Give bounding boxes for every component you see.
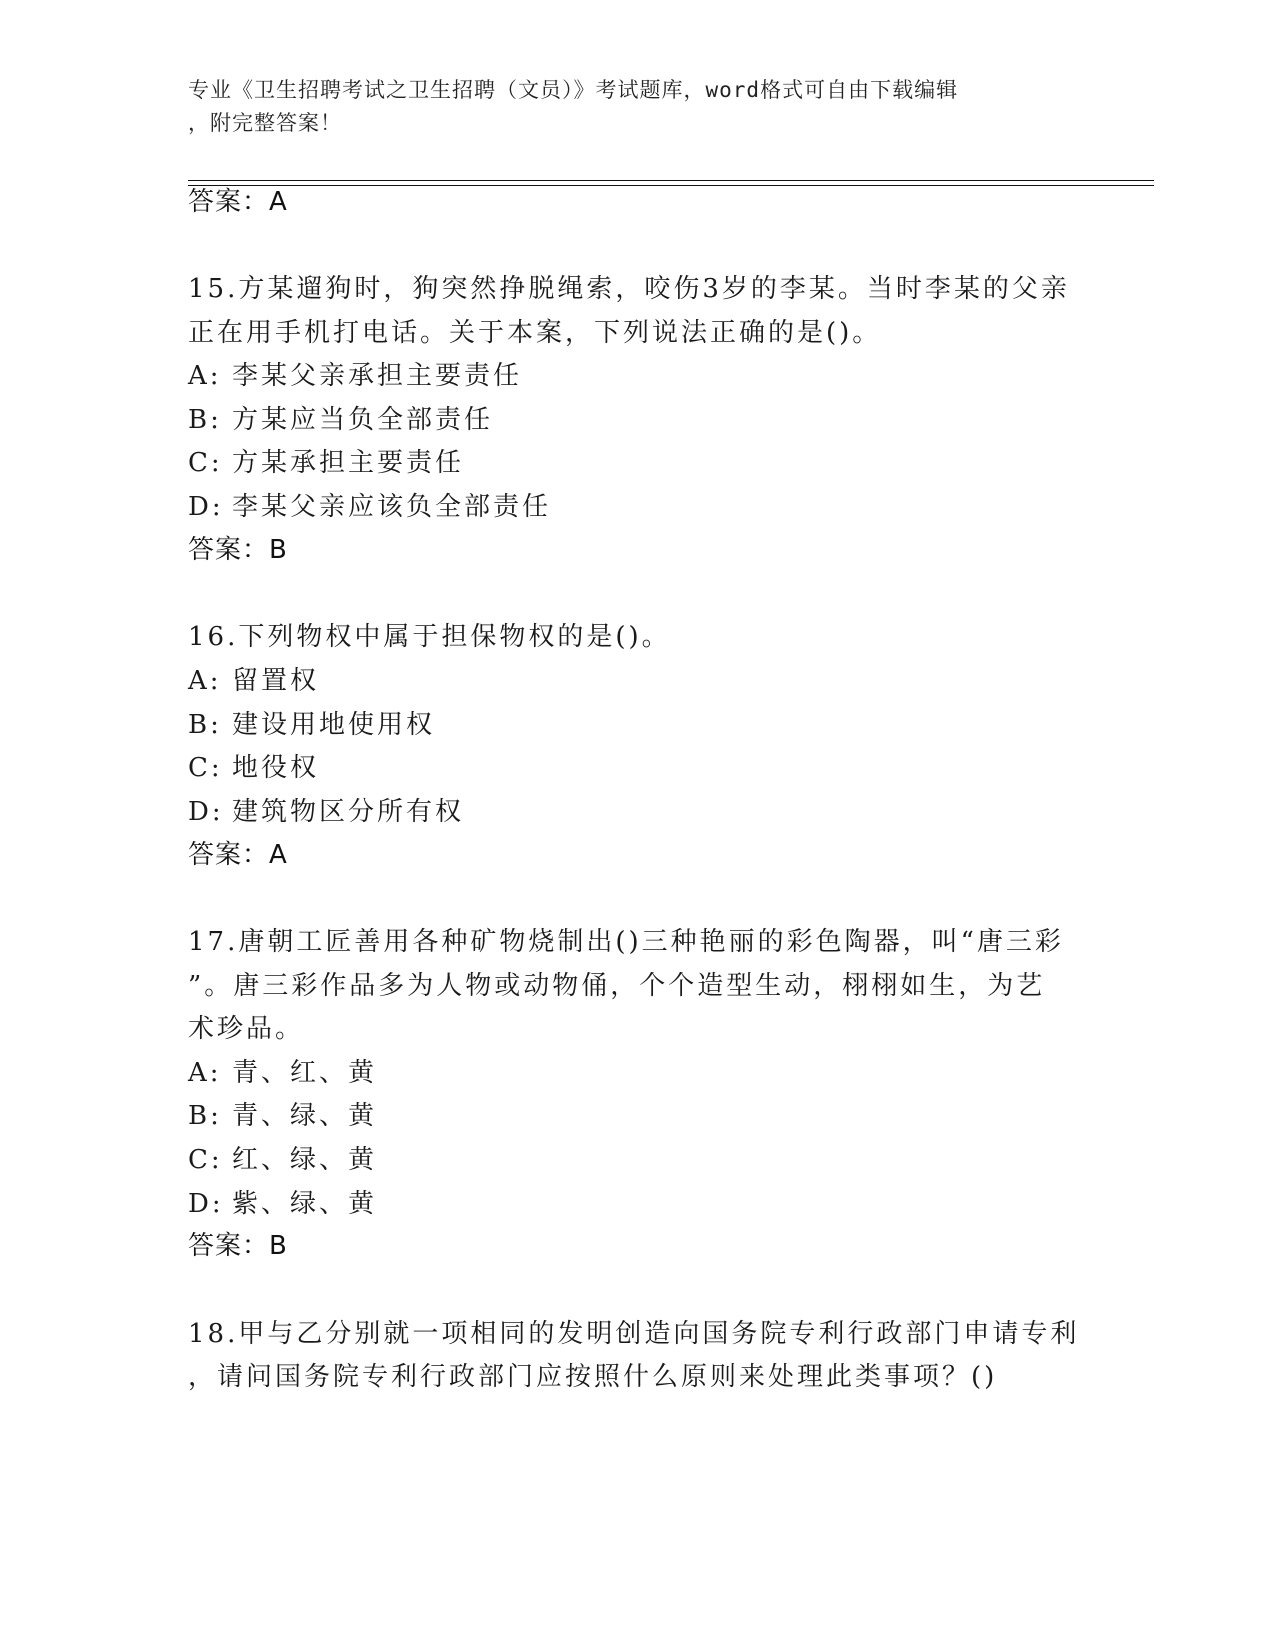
- answer-label: 答案：A: [188, 187, 288, 217]
- question-17-option-d: [188, 1187, 377, 1221]
- question-16-line: 16.下列物权中属于担保物权的是()。: [188, 622, 671, 652]
- answer-label: 答案：B: [188, 1231, 288, 1261]
- option-key: A:: [188, 666, 222, 696]
- option-key: D:: [188, 1189, 224, 1219]
- question-17-option-a: [188, 1056, 377, 1090]
- option-key: C:: [188, 448, 223, 478]
- header-divider: [188, 185, 1154, 186]
- question-15-option-c: [188, 446, 464, 480]
- option-key: D:: [188, 492, 224, 522]
- option-key: A:: [188, 361, 222, 391]
- option-key: B:: [188, 405, 222, 435]
- option-text: 青、绿、黄: [232, 1101, 378, 1131]
- option-key: D:: [188, 797, 224, 827]
- question-15-option-a: [188, 359, 522, 393]
- option-text: 建筑物区分所有权: [232, 797, 465, 827]
- option-text: 留置权: [232, 666, 320, 696]
- question-16-option-c: [188, 751, 319, 785]
- option-key: A:: [188, 1058, 222, 1088]
- question-15-option-d: [188, 490, 551, 524]
- option-key: B:: [188, 1101, 222, 1131]
- question-15-line: 正在用手机打电话。关于本案，下列说法正确的是()。: [188, 318, 882, 348]
- question-15-option-b: [188, 403, 493, 437]
- option-text: 方某承担主要责任: [232, 448, 465, 478]
- question-16-option-a: [188, 664, 319, 698]
- question-17-line: 17.唐朝工匠善用各种矿物烧制出()三种艳丽的彩色陶器，叫“唐三彩: [188, 927, 1064, 957]
- option-text: 青、红、黄: [232, 1058, 378, 1088]
- answer-label: 答案：B: [188, 535, 288, 565]
- document-header: [188, 74, 1088, 140]
- question-16-option-d: [188, 795, 464, 829]
- question-18-line: ，请问国务院专利行政部门应按照什么原则来处理此类事项？(): [188, 1362, 998, 1392]
- answer-label: 答案：A: [188, 840, 288, 870]
- option-text: 建设用地使用权: [232, 710, 436, 740]
- option-text: 红、绿、黄: [232, 1145, 378, 1175]
- question-17-line: ”。唐三彩作品多为人物或动物俑，个个造型生动，栩栩如生，为艺: [188, 971, 1046, 1001]
- option-text: 地役权: [232, 753, 320, 783]
- option-key: B:: [188, 710, 222, 740]
- question-15-line: 15.方某遛狗时，狗突然挣脱绳索，咬伤3岁的李某。当时李某的父亲: [188, 274, 1070, 304]
- question-17-option-b: [188, 1099, 377, 1133]
- option-key: C:: [188, 1145, 223, 1175]
- option-text: 方某应当负全部责任: [232, 405, 494, 435]
- option-text: 紫、绿、黄: [232, 1189, 378, 1219]
- header-line: 专业《卫生招聘考试之卫生招聘（文员）》考试题库，word格式可自由下载编辑: [188, 78, 959, 102]
- question-18-line: 18.甲与乙分别就一项相同的发明创造向国务院专利行政部门申请专利: [188, 1319, 1080, 1349]
- header-divider: [188, 180, 1154, 181]
- question-16-option-b: [188, 708, 435, 742]
- question-17-option-c: [188, 1143, 377, 1177]
- option-text: 李某父亲承担主要责任: [232, 361, 523, 391]
- header-line: ，附完整答案！: [188, 111, 342, 135]
- option-key: C:: [188, 753, 223, 783]
- question-17-line: 术珍品。: [188, 1014, 305, 1044]
- option-text: 李某父亲应该负全部责任: [232, 492, 552, 522]
